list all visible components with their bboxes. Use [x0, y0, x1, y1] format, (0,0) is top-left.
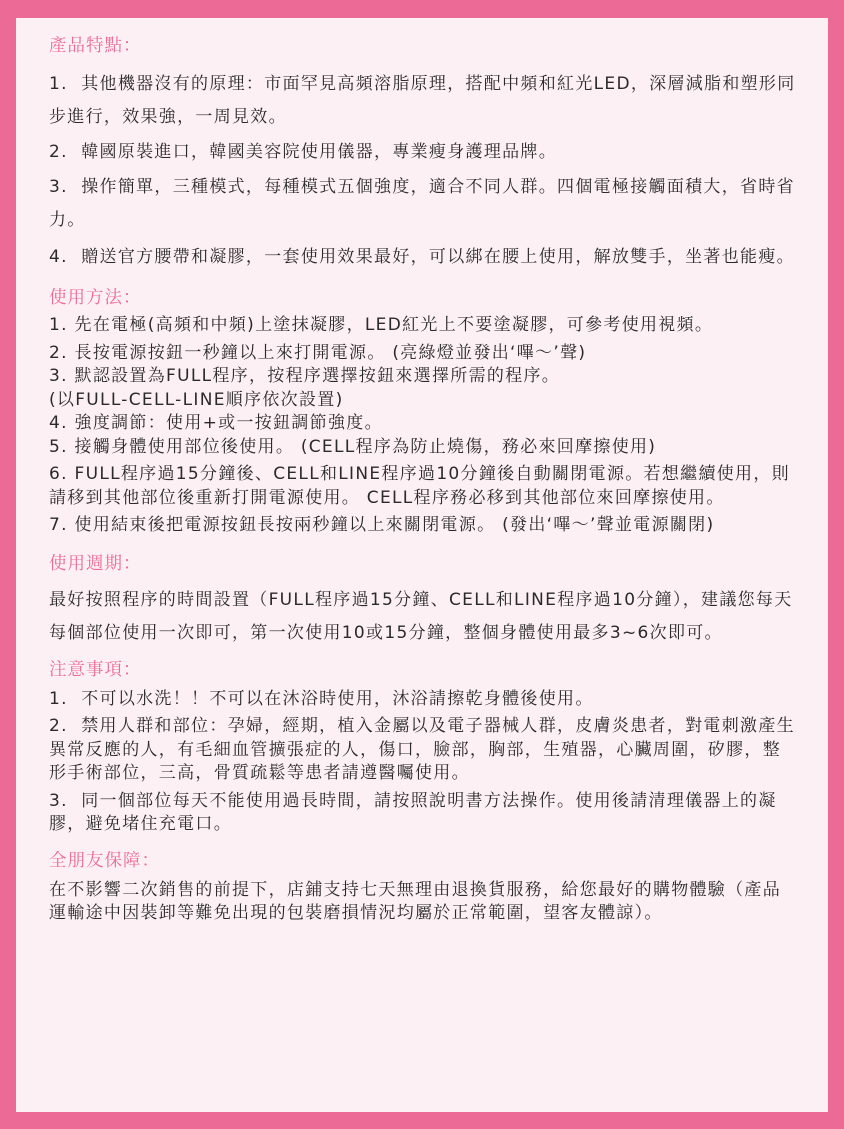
cycle-section [49, 552, 796, 650]
usage-section [49, 286, 796, 538]
guarantee-section [49, 849, 796, 926]
feature-item-2: 2. 韓國原裝進口，韓國美容院使用儀器，專業瘦身護理品牌。 [49, 142, 558, 162]
notes-item-2: 2. 禁用人群和部位：孕婦，經期，植入金屬以及電子器械人群，皮膚炎患者，對電刺激產生異常反應的人，有毛細血管擴張症的人，傷口，臉部，胸部，生殖器，心臟周圍，矽膠，整形手術部位，三高，骨質疏鬆等患者請遵醫囑使用。 [49, 716, 795, 783]
guarantee-text: 在不影響二次銷售的前提下，店鋪支持七天無理由退換貨服務，給您最好的購物體驗（產品運輸途中因裝卸等難免出現的包裝磨損情況均屬於正常範圍，望客友體諒）。 [49, 879, 781, 923]
cycle-text: 最好按照程序的時間設置（FULL程序過15分鐘、CELL和LINE程序過10分鐘），建議您每天每個部位使用一次即可，第一次使用10或15分鐘，整個身體使用最多3~6次即可。 [49, 589, 793, 643]
usage-item-4: 4. 強度調節：使用+或一按鈕調節強度。 [49, 413, 383, 433]
feature-item-1: 1. 其他機器沒有的原理：市面罕見高頻溶脂原理，搭配中頻和紅光LED，深層減脂和塑形同步進行，效果強，一周見效。 [49, 74, 796, 127]
notes-section [49, 658, 796, 837]
usage-item-6: 6. FULL程序過15分鐘後、CELL和LINE程序過10分鐘後自動關閉電源。若想繼續使用，則請移到其他部位後重新打開電源使用。 CELL程序務必移到其他部位來回摩擦使用。 [49, 464, 790, 508]
features-heading: 產品特點： [49, 36, 142, 56]
usage-item-5: 5. 接觸身體使用部位後使用。 (CELL程序為防止燒傷，務必來回摩擦使用) [49, 436, 657, 457]
notes-item-1: 1. 不可以水洗！！不可以在沐浴時使用，沐浴請擦乾身體後使用。 [49, 688, 594, 709]
guarantee-heading: 全朋友保障： [49, 850, 160, 871]
info-card [16, 18, 828, 1112]
notes-heading: 注意事項： [49, 659, 142, 680]
feature-item-4: 4. 贈送官方腰帶和凝膠，一套使用效果最好，可以綁在腰上使用，解放雙手，坐著也能瘦。 [49, 247, 795, 267]
usage-item-2: 2. 長按電源按鈕一秒鐘以上來打開電源。 (亮綠燈並發出‘嗶～’聲) [49, 342, 587, 363]
features-section [49, 34, 796, 274]
notes-item-3: 3. 同一個部位每天不能使用過長時間，請按照說明書方法操作。使用後請清理儀器上的凝膠，避免堵住充電口。 [49, 790, 777, 834]
cycle-heading: 使用週期： [49, 553, 142, 574]
usage-heading: 使用方法： [49, 288, 142, 308]
feature-item-3: 3. 操作簡單，三種模式，每種模式五個強度，適合不同人群。四個電極接觸面積大，省時省力。 [49, 177, 795, 230]
usage-item-7: 7. 使用結束後把電源按鈕長按兩秒鐘以上來關閉電源。 (發出‘嗶～’聲並電源關閉) [49, 515, 715, 535]
usage-item-3: 3. 默認設置為FULL程序，按程序選擇按鈕來選擇所需的程序。 (以FULL-CELL-LINE順序依次設置) [49, 366, 561, 410]
usage-item-1: 1. 先在電極(高頻和中頻)上塗抹凝膠，LED紅光上不要塗凝膠，可參考使用視頻。 [49, 315, 714, 335]
